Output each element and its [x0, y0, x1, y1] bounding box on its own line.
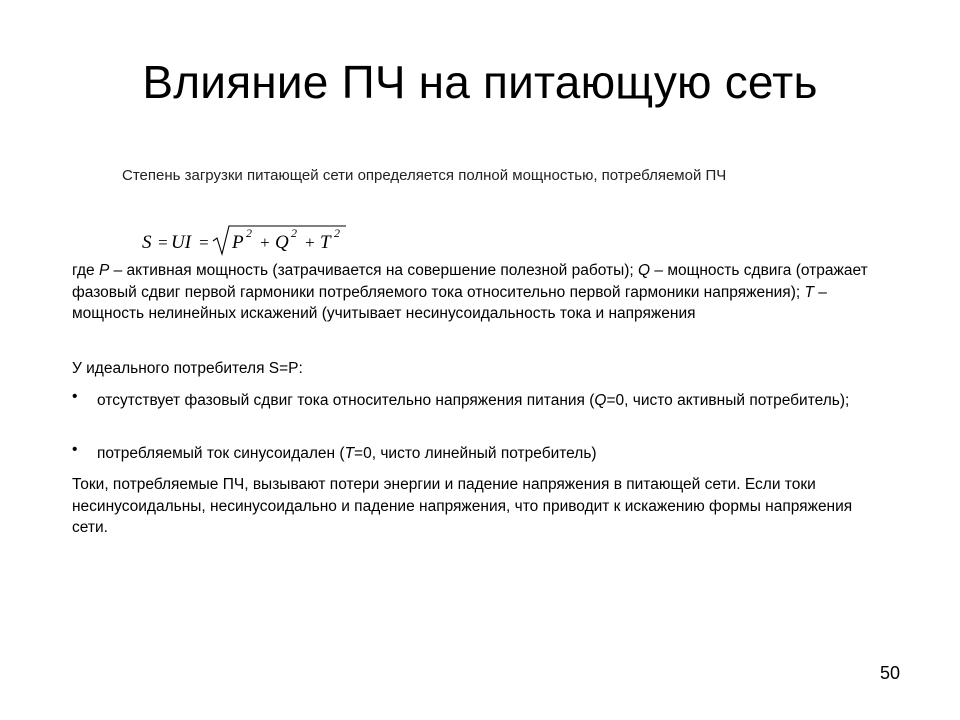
bullet-1-part-2: =0, чисто активный потребитель); — [606, 392, 850, 409]
bullet-item-2 — [72, 443, 892, 465]
formula-ui: UI — [171, 232, 192, 253]
page-number: 50 — [879, 663, 900, 683]
bullet-2-part-1: потребляемый ток синусоидален ( — [97, 445, 345, 462]
slide-title: Влияние ПЧ на питающую сеть — [142, 56, 818, 108]
ideal-consumer-text: У идеального потребителя S=P: — [72, 360, 303, 377]
formula-eq2: = — [198, 233, 210, 252]
def-text-2: – активная мощность (затрачивается на совершение полезной работы); — [109, 262, 639, 279]
subtitle: Степень загрузки питающей сети определяется полной мощностью, потребляемой ПЧ — [122, 167, 727, 184]
closing-paragraph: Токи, потребляемые ПЧ, вызывают потери энергии и падение напряжения в питающей сети. Если токи несинусоидальны, несинусоидально и падение напряжения, что приводит к искажению формы напряжения сети. — [72, 476, 853, 536]
def-text-4: – мощность нелинейных искажений (учитывает несинусоидальность тока и напряжения — [72, 283, 827, 322]
def-var-t: T — [804, 283, 814, 301]
bullet-dot-icon: • — [72, 388, 78, 405]
formula-p-exp: 2 — [246, 226, 252, 240]
formula-plus2: + — [304, 233, 316, 252]
def-var-q: Q — [638, 262, 651, 279]
formula-q: Q — [275, 232, 289, 253]
formula-q-exp: 2 — [291, 226, 297, 240]
formula-t-exp: 2 — [334, 226, 340, 240]
def-text-3: – мощность сдвига (отражает фазовый сдвиг первой гармоники потребляемого тока относительно первой гармоники напряжения); — [72, 262, 868, 301]
formula-eq1: = — [157, 233, 169, 252]
bullet-item-1 — [72, 390, 892, 412]
formula-p: P — [232, 232, 244, 253]
def-var-p: P — [98, 262, 110, 279]
formula-s: S — [142, 232, 152, 253]
bullet-text-1 — [97, 390, 892, 412]
def-text-1: где — [72, 262, 99, 279]
bullet-dot-icon: • — [72, 441, 78, 458]
bullet-text-2 — [97, 443, 892, 465]
bullet-2-part-2: =0, чисто линейный потребитель) — [354, 445, 597, 462]
formula-plus1: + — [259, 233, 271, 252]
definition-paragraph — [72, 260, 892, 325]
formula-svg — [140, 220, 360, 260]
formula-t: T — [320, 232, 331, 253]
bullet-1-part-1: отсутствует фазовый сдвиг тока относительно напряжения питания ( — [97, 392, 595, 409]
bullet-2-var: T — [344, 445, 355, 462]
bullet-1-var: Q — [594, 392, 607, 409]
power-formula — [140, 220, 360, 260]
